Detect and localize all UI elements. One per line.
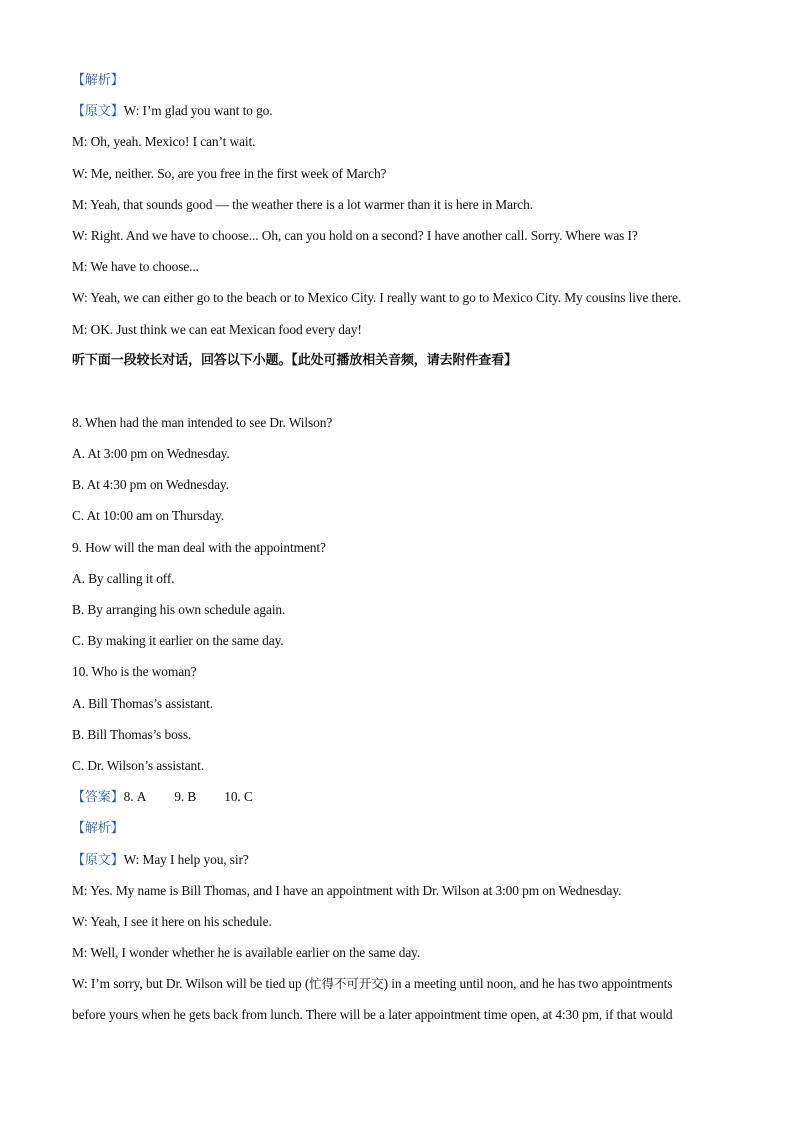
question-option: B. At 4:30 pm on Wednesday. — [72, 477, 229, 493]
question-option: B. By arranging his own schedule again. — [72, 602, 286, 617]
question-stem: 10. Who is the woman? — [72, 664, 197, 680]
listening-instruction: 听下面一段较长对话，回答以下小题。【此处可播放相关音频，请去附件查看】 — [72, 352, 518, 368]
transcript-line: before yours when he gets back from lunch. There will be a later appointment time open, at 4:30 pm, if that would — [72, 1007, 673, 1023]
question-stem: 8. When had the man intended to see Dr. Wilson? — [72, 414, 333, 430]
question-option: B. Bill Thomas’s boss. — [72, 726, 192, 742]
analysis-heading — [72, 64, 732, 95]
transcript-line: M: OK. Just think we can eat Mexican food every day! — [72, 321, 362, 337]
spacer — [72, 376, 732, 407]
transcript-text: W: May I help you, sir? — [123, 851, 249, 867]
script-tag: 【原文】 — [72, 104, 124, 120]
transcript-line: M: We have to choose... — [72, 259, 199, 275]
transcript-line: W: Me, neither. So, are you free in the first week of March? — [72, 165, 387, 181]
transcript-text: W: I’m glad you want to go. — [123, 103, 273, 119]
answer-tag: 【答案】 — [72, 790, 124, 806]
question-option: A. Bill Thomas’s assistant. — [72, 695, 214, 711]
question-option: A. By calling it off. — [72, 570, 175, 586]
analysis-tag: 【解析】 — [72, 821, 124, 837]
transcript-line — [72, 95, 732, 126]
answer-line — [72, 781, 732, 812]
question-option: C. Dr. Wilson’s assistant. — [72, 757, 205, 773]
transcript-line: M: Well, I wonder whether he is available earlier on the same day. — [72, 945, 421, 961]
analysis-tag: 【解析】 — [72, 73, 124, 88]
answer-item: 9. B — [174, 789, 197, 805]
transcript-line — [72, 844, 732, 875]
transcript-line — [72, 968, 732, 999]
answer-item: 10. C — [224, 789, 253, 805]
document-page — [72, 64, 732, 1031]
transcript-line: M: Yes. My name is Bill Thomas, and I have an appointment with Dr. Wilson at 3:00 pm on Wednesday. — [72, 882, 622, 898]
transcript-text: W: I’m sorry, but Dr. Wilson will be tied up ( — [72, 976, 310, 992]
answer-item: 8. A — [123, 789, 147, 805]
question-option: C. By making it earlier on the same day. — [72, 633, 284, 649]
script-tag: 【原文】 — [72, 852, 124, 868]
analysis-heading — [72, 812, 732, 843]
chinese-gloss: 忙得不可开交 — [309, 976, 384, 992]
question-option: A. At 3:00 pm on Wednesday. — [72, 446, 230, 462]
transcript-line: M: Oh, yeah. Mexico! I can’t wait. — [72, 134, 256, 150]
transcript-line: W: Right. And we have to choose... Oh, can you hold on a second? I have another call. Sorry. Where was I? — [72, 227, 638, 243]
transcript-line: M: Yeah, that sounds good — the weather there is a lot warmer than it is here in March. — [72, 196, 533, 212]
question-stem: 9. How will the man deal with the appointment? — [72, 539, 326, 555]
transcript-text: ) in a meeting until noon, and he has two appointments — [383, 976, 673, 992]
question-option: C. At 10:00 am on Thursday. — [72, 508, 225, 524]
transcript-line: W: Yeah, I see it here on his schedule. — [72, 913, 272, 929]
transcript-line: W: Yeah, we can either go to the beach or to Mexico City. I really want to go to Mexico City. My cousins live there. — [72, 290, 682, 306]
